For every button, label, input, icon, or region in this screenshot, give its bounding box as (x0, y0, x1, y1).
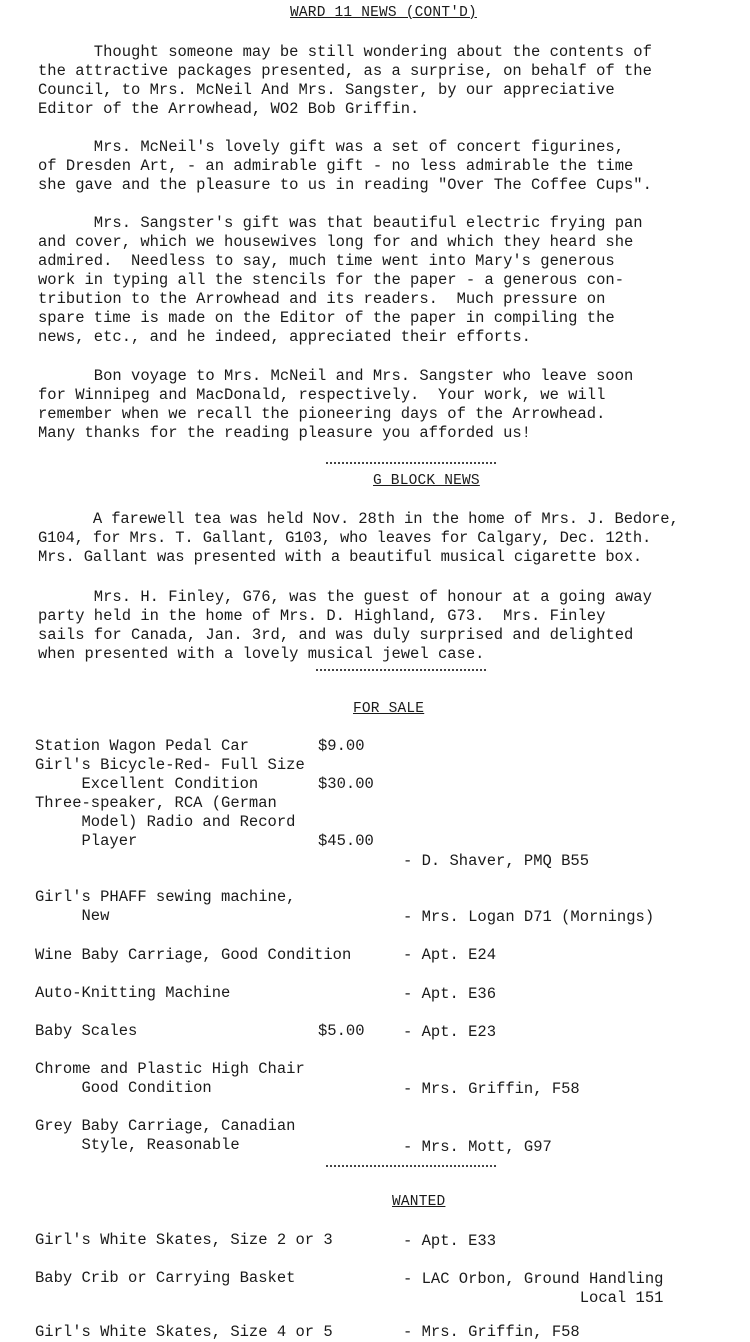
wanted-item-text: Girl's White Skates, Size 4 or 5 (35, 1323, 333, 1341)
ward-news-heading: WARD 11 NEWS (CONT'D) (290, 5, 477, 21)
sale-item-contact: - Apt. E24 (403, 946, 497, 964)
sale-item-contact: - D. Shaver, PMQ B55 (403, 852, 590, 870)
sale-item-text: Girl's Bicycle-Red- Full Size Excellent Condition (35, 756, 305, 793)
wanted-item-contact: - Apt. E33 (403, 1232, 497, 1250)
for-sale-heading: FOR SALE (353, 701, 425, 717)
ward-paragraph-3: Mrs. Sangster's gift was that beautiful electric frying pan and cover, which we housewives long for and which they heard she admired. Needless to say, much time went into Mary's generous work in typing all the stencils for the paper - a generous con- tribution to the Arrowhead and its readers. Much pressure on spare time is made on the Editor of the paper in compiling the news, etc., and he indeed, appreciated their efforts. (38, 214, 643, 346)
ward-paragraph-1: Thought someone may be still wondering about the contents of the attractive packages presented, as a surprise, on behalf of the Council, to Mrs. McNeil And Mrs. Sangster, by our appreciative Editor of the Arrowhead, WO2 Bob Griffin. (38, 43, 652, 118)
sale-item-text: Three-speaker, RCA (German Model) Radio and Record Player (35, 794, 296, 850)
sale-item-contact: - Apt. E23 (403, 1023, 497, 1041)
sale-item-text: Auto-Knitting Machine (35, 984, 231, 1002)
wanted-item-text: Girl's White Skates, Size 2 or 3 (35, 1231, 333, 1249)
sale-item-price: $5.00 (318, 1022, 365, 1040)
sale-item-price: $45.00 (318, 832, 374, 850)
sale-item-contact: - Mrs. Griffin, F58 (403, 1080, 580, 1098)
sale-item-text: Baby Scales (35, 1022, 138, 1040)
gblock-paragraph-2: Mrs. H. Finley, G76, was the guest of honour at a going away party held in the home of Mrs. D. Highland, G73. Mrs. Finley sails for Canada, Jan. 3rd, and was duly surprised and delighted when presented with a lovely musical jewel case. (38, 588, 652, 663)
sale-item-text: Girl's PHAFF sewing machine, New (35, 888, 296, 925)
section-divider (326, 1165, 496, 1167)
wanted-item-contact: - Mrs. Griffin, F58 (403, 1323, 580, 1341)
ward-paragraph-2: Mrs. McNeil's lovely gift was a set of concert figurines, of Dresden Art, - an admirable gift - no less admirable the time she gave and the pleasure to us in reading "Over The Coffee Cups". (38, 138, 652, 194)
section-divider (316, 669, 486, 671)
sale-item-text: Chrome and Plastic High Chair Good Condition (35, 1060, 305, 1097)
sale-item-contact: - Mrs. Logan D71 (Mornings) (403, 908, 655, 926)
sale-item-text: Wine Baby Carriage, Good Condition (35, 946, 352, 964)
sale-item-contact: - Apt. E36 (403, 985, 497, 1003)
wanted-item-contact: - LAC Orbon, Ground Handling Local 151 (403, 1270, 664, 1307)
sale-item-text: Grey Baby Carriage, Canadian Style, Reasonable (35, 1117, 296, 1154)
ward-paragraph-4: Bon voyage to Mrs. McNeil and Mrs. Sangster who leave soon for Winnipeg and MacDonald, respectively. Your work, we will remember when we recall the pioneering days of the Arrowhead. Many thanks for the reading pleasure you afforded us! (38, 367, 634, 442)
sale-item-contact: - Mrs. Mott, G97 (403, 1138, 552, 1156)
sale-item-price: $30.00 (318, 775, 374, 793)
wanted-item-text: Baby Crib or Carrying Basket (35, 1269, 296, 1287)
sale-item-price: $9.00 (318, 737, 365, 755)
sale-item-text: Station Wagon Pedal Car (35, 737, 249, 755)
gblock-news-heading: G BLOCK NEWS (373, 473, 480, 489)
wanted-heading: WANTED (392, 1194, 446, 1210)
section-divider (326, 462, 496, 464)
gblock-paragraph-1: A farewell tea was held Nov. 28th in the home of Mrs. J. Bedore, G104, for Mrs. T. Gallant, G103, who leaves for Calgary, Dec. 12th. Mrs. Gallant was presented with a beautiful musical cigarette box. (38, 510, 679, 566)
